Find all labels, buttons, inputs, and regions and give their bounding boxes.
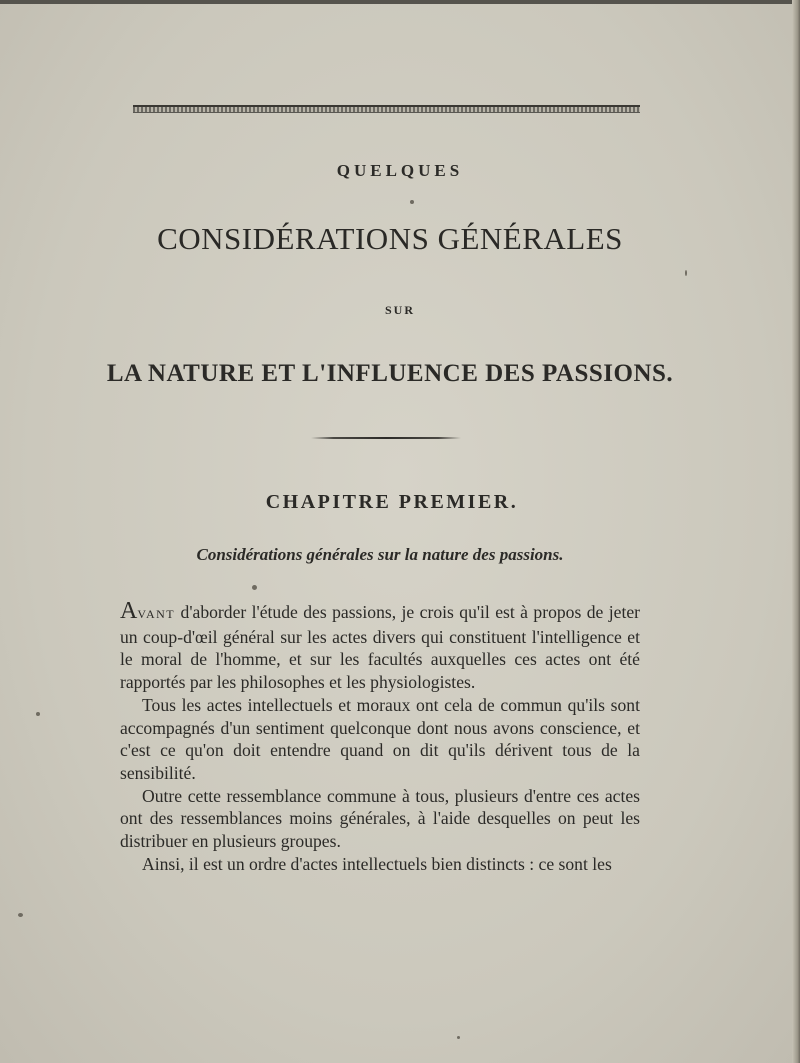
top-edge	[0, 0, 800, 4]
paper-speck	[252, 585, 257, 590]
page-right-edge	[792, 0, 800, 1063]
paragraph-3: Outre cette ressemblance commune à tous, plusieurs d'entre ces actes ont des ressemblances moins générales, à l'aide desquelles on peut les distribuer en plusieurs groupes.	[120, 785, 640, 852]
paper-speck	[410, 200, 414, 204]
decorative-rule-middle	[311, 437, 461, 440]
paragraph-4: Ainsi, il est un ordre d'actes intellectuels bien distincts : ce sont les	[142, 853, 612, 874]
decorative-rule-top	[133, 105, 640, 113]
paper-speck	[36, 712, 40, 716]
title-quelques: QUELQUES	[336, 161, 464, 180]
chapter-title: CHAPITRE PREMIER.	[265, 491, 519, 513]
paragraph-2: Tous les actes intellectuels et moraux ont cela de commun qu'ils sont accompagnés d'un sentiment quelconque dont nous avons conscience, et c'est ce qu'on doit entendre quand on dit qu'ils dérivent tous de la sensibilité.	[120, 694, 640, 783]
paper-speck	[457, 1036, 460, 1039]
paragraph-1	[120, 600, 640, 694]
paper-speck	[685, 270, 687, 276]
paper-speck	[18, 913, 23, 917]
paragraph-1-text: d'aborder l'étude des passions, je crois qu'il est à propos de jeter un coup-d'œil général sur les actes divers qui constituent l'intelligence et le moral de l'homme, et sur les facultés auxquelles ces actes ont été rapportés par les philosophes et les physiologistes.	[120, 602, 640, 693]
title-considerations: CONSIDÉRATIONS GÉNÉRALES	[157, 221, 623, 256]
small-caps: VANT	[137, 607, 176, 621]
body-text	[120, 600, 640, 875]
title-nature: LA NATURE ET L'INFLUENCE DES PASSIONS.	[106, 360, 674, 387]
drop-cap: A	[120, 598, 138, 624]
title-sur: SUR	[384, 303, 415, 317]
chapter-subtitle: Considérations générales sur la nature des passions.	[196, 545, 564, 564]
